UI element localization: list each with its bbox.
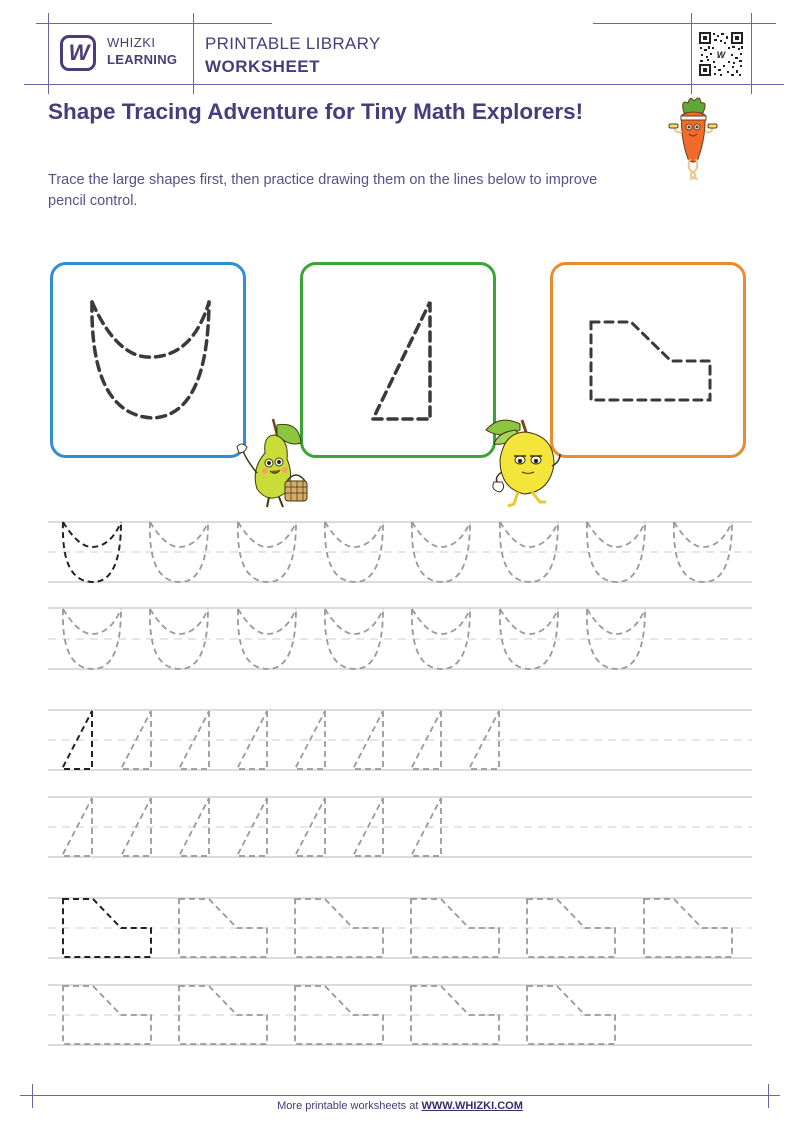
practice-row-crescent-2	[48, 608, 752, 669]
worksheet-title: Shape Tracing Adventure for Tiny Math Explorers!	[48, 99, 584, 124]
logo-w-icon: W	[68, 40, 88, 65]
practice-row-crescent-1	[48, 522, 752, 582]
header-top-rule-right	[593, 23, 776, 24]
header-divider-qr-right	[751, 13, 752, 94]
practice-row-pentagon-2	[48, 985, 752, 1045]
header-divider-qr-left	[691, 13, 692, 94]
header-divider-left	[48, 13, 49, 94]
carrot-mascot	[668, 95, 718, 183]
library-label: PRINTABLE LIBRARY	[205, 34, 381, 53]
header-top-rule	[36, 23, 272, 24]
whizki-logo	[60, 35, 96, 71]
qr-code-icon	[698, 31, 744, 77]
practice-row-triangle-2	[48, 797, 752, 857]
shape-card-triangle	[300, 262, 496, 458]
footer-website-link[interactable]: WWW.WHIZKI.COM	[421, 1100, 523, 1112]
brand-name: WHIZKI	[107, 35, 156, 50]
shape-card-pentagon	[550, 262, 746, 458]
pear-mascot	[233, 413, 313, 509]
worksheet-instructions: Trace the large shapes first, then practice drawing them on the lines below to improve pencil control.	[48, 172, 598, 209]
footer-text: More printable worksheets at	[277, 1100, 422, 1112]
footer-rule	[20, 1095, 780, 1096]
practice-area	[0, 510, 800, 1070]
worksheet-label: WORKSHEET	[205, 57, 320, 76]
practice-row-triangle-1	[48, 710, 752, 770]
header-divider-mid	[193, 13, 194, 94]
practice-row-pentagon-1	[48, 898, 752, 958]
header-bottom-rule	[24, 84, 784, 85]
brand-subname: LEARNING	[107, 52, 178, 67]
shape-card-crescent	[50, 262, 246, 458]
footer	[0, 1100, 800, 1112]
lemon-mascot	[480, 410, 570, 510]
svg-text:W: W	[716, 50, 726, 60]
